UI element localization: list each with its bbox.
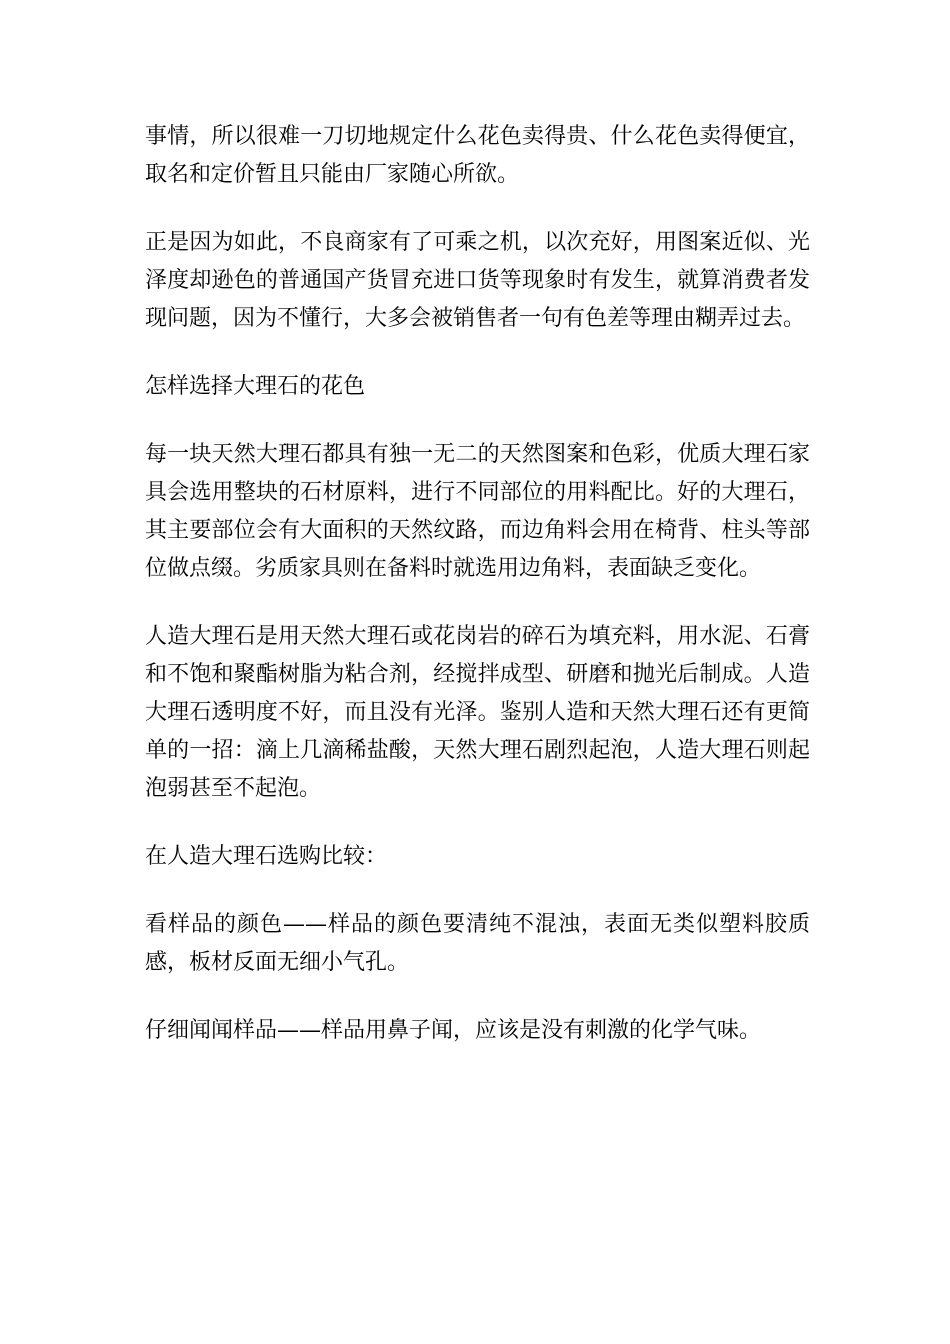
document-body [145,118,810,1080]
section-heading-artificial-comparison: 在人造大理石选购比较： [145,844,388,869]
paragraph-natural-marble: 每一块天然大理石都具有独一无二的天然图案和色彩，优质大理石家具会选用整块的石材原料，进行不同部位的用料配比。好的大理石，其主要部位会有大面积的天然纹路，而边角料会用在椅背、柱头等部位做点缀。劣质家具则在备料时就选用边角料，表面缺乏变化。 [145,442,810,581]
paragraph-pricing-note: 事情，所以很难一刀切地规定什么花色卖得贵、什么花色卖得便宜，取名和定价暂且只能由厂家随心所欲。 [145,124,810,187]
paragraph-unscrupulous-merchants: 正是因为如此，不良商家有了可乘之机，以次充好，用图案近似、光泽度却逊色的普通国产货冒充进口货等现象时有发生，就算消费者发现问题，因为不懂行，大多会被销售者一句有色差等理由糊弄过去。 [145,230,810,331]
paragraph-smell-sample: 仔细闻闻样品——样品用鼻子闻，应该是没有刺激的化学气味。 [145,1018,762,1043]
paragraph-check-color: 看样品的颜色——样品的颜色要清纯不混浊，表面无类似塑料胶质感，板材反面无细小气孔。 [145,912,810,975]
section-heading-color-selection: 怎样选择大理石的花色 [145,374,366,399]
paragraph-artificial-marble: 人造大理石是用天然大理石或花岗岩的碎石为填充料，用水泥、石膏和不饱和聚酯树脂为粘合剂，经搅拌成型、研磨和抛光后制成。人造大理石透明度不好，而且没有光泽。鉴别人造和天然大理石还有更简单的一招：滴上几滴稀盐酸，天然大理石剧烈起泡，人造大理石则起泡弱甚至不起泡。 [145,624,810,801]
